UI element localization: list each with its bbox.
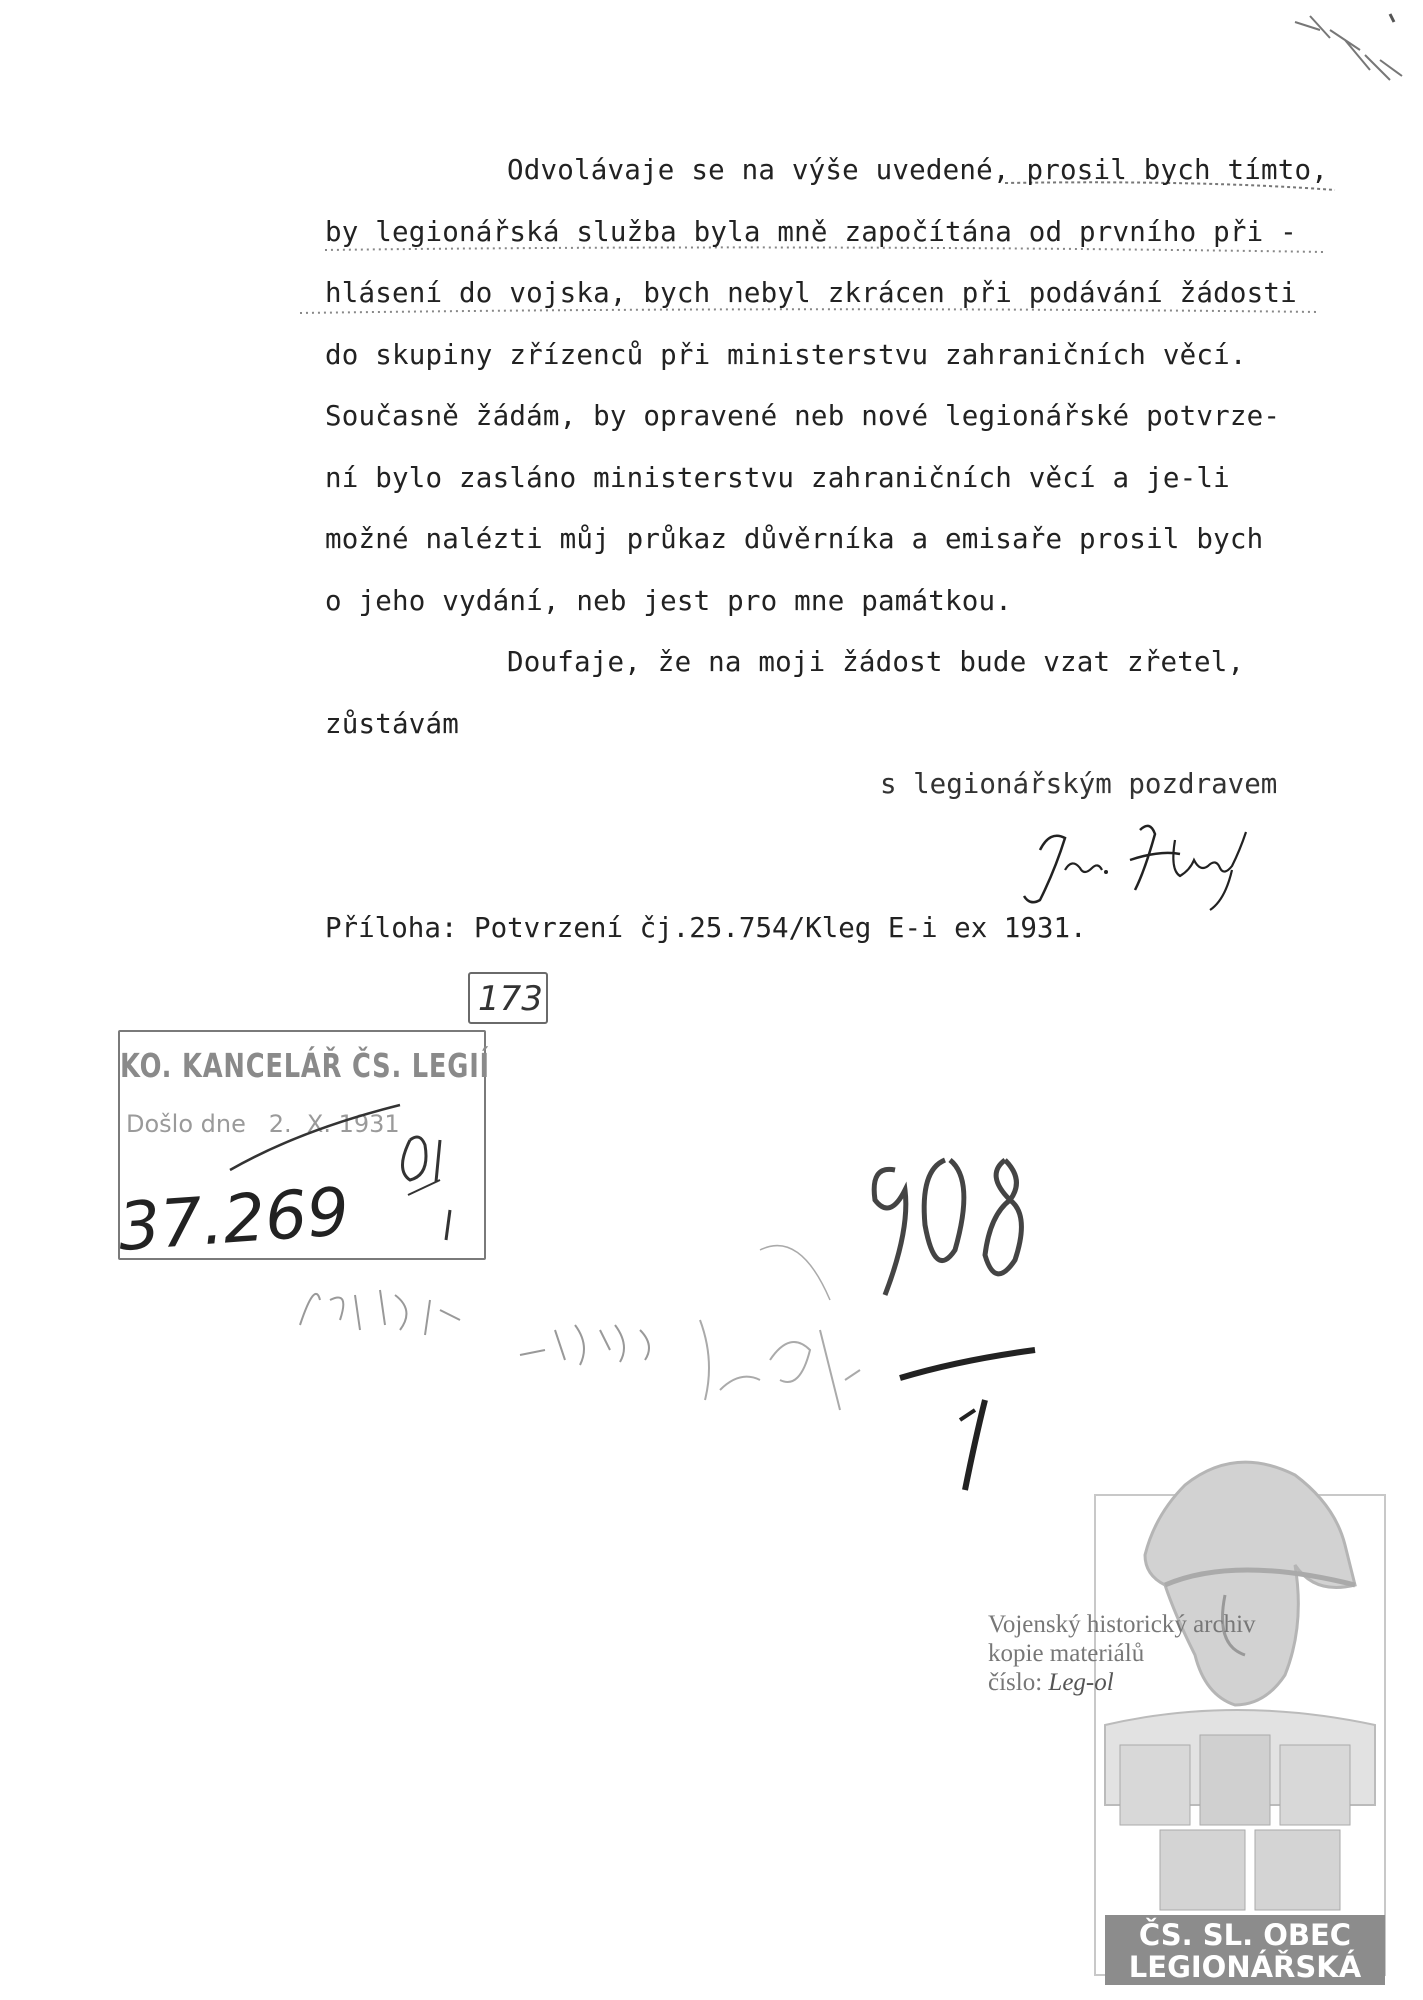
letter-line: Současně žádám, by opravené neb nové legionářské potvrze-	[325, 400, 1281, 432]
closing-salutation: s legionářským pozdravem	[880, 768, 1278, 800]
stamp-received-date: Došlo dne 2. X. 1931	[126, 1110, 400, 1138]
letter-line: zůstávám	[325, 707, 460, 740]
watermark-text-top: ČS. SL. OBEC	[1138, 1918, 1352, 1952]
letter-line: Doufaje, že na moji žádost bude vzat zřetel,	[507, 646, 1245, 678]
letter-line: hlásení do vojska, bych nebyl zkrácen při podávání žádosti	[325, 277, 1297, 309]
stamp-office-name: KO. KANCELÁŘ ČS. LEGIÍ	[120, 1046, 490, 1085]
page-number-stamp	[468, 972, 548, 1024]
legion-watermark	[1065, 1445, 1395, 1995]
letter-line: by legionářská služba byla mně započítána od prvního při -	[325, 215, 1297, 248]
letter-line: ní bylo zasláno ministerstvu zahraničních věcí a je-li	[325, 461, 1230, 494]
stamp-registry-number: 37.269	[115, 1173, 352, 1266]
office-received-stamp	[118, 1030, 490, 1260]
attachment-note: Příloha: Potvrzení čj.25.754/Kleg E-i ex 1931.	[325, 912, 1087, 944]
letter-line: o jeho vydání, neb jest pro mne památkou.	[325, 584, 1013, 617]
archive-copy-note	[988, 1610, 1256, 1697]
archive-note-line: Vojenský historický archiv	[988, 1611, 1256, 1638]
letter-line: Odvolávaje se na výše uvedené, prosil bych tímto,	[507, 154, 1329, 186]
archive-number-value: Leg-ol	[1048, 1669, 1114, 1696]
handwritten-signature	[1010, 810, 1270, 920]
stamp-page-number: 173	[478, 979, 543, 1019]
watermark-text-bottom: LEGIONÁŘSKÁ	[1128, 1950, 1362, 1984]
letter-line: do skupiny zřízenců při ministerstvu zahraničních věcí.	[325, 338, 1247, 371]
letter-line: možné nalézti můj průkaz důvěrníka a emisaře prosil bych	[325, 523, 1264, 555]
corner-marks	[1290, 10, 1410, 90]
letter-body	[325, 140, 1345, 755]
archive-number-label: číslo:	[988, 1669, 1043, 1696]
archive-note-line	[988, 1668, 1256, 1697]
archive-note-line: kopie materiálů	[988, 1640, 1145, 1667]
